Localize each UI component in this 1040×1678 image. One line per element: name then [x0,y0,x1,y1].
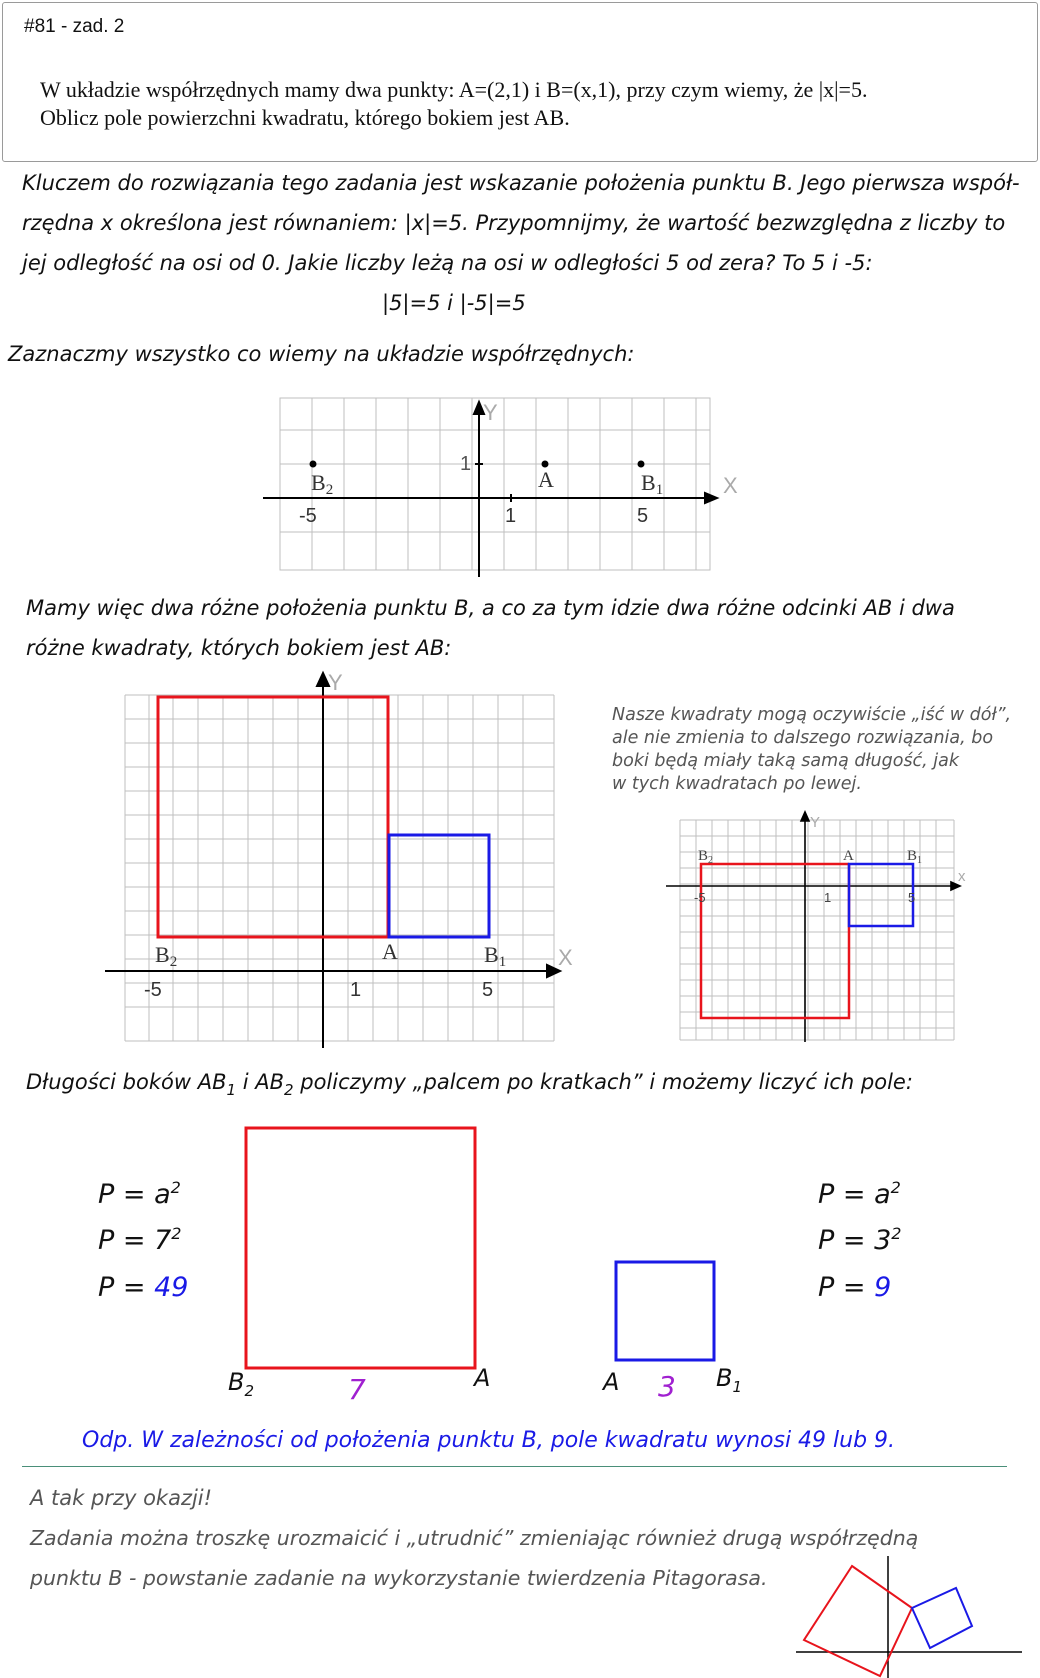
pythagoras-illustration [796,1556,1026,1678]
graph1-point-b2 [310,461,317,468]
coordinate-graph-1 [255,390,738,580]
squares-intro-line-1: Mamy więc dwa różne położenia punktu B, a co za tym idzie dwa różne odcinki AB i dwa [26,596,955,620]
graph3-label-b1: $B_1$ [907,848,923,866]
task-line-1: W układzie współrzędnych mamy dwa punkty: A=(2,1) i B=(x,1), przy czym wiemy, że |x|=5. [40,77,868,102]
graph3-label-b2: $B_2$ [698,848,714,866]
graph2-tick-1: 1 [350,979,362,1001]
small-square-figure [612,1258,722,1368]
formula-left-3: P = 49 [98,1272,189,1303]
side-note-line-4: w tych kwadratach po lewej. [612,774,862,794]
formula-left-1: $P = a^2$ [98,1178,181,1210]
task-line-2: Oblicz pole powierzchni kwadratu, którego bokiem jest AB. [40,105,570,130]
graph1-label-a: A [538,467,554,492]
squares-intro-line-2: różne kwadraty, których bokiem jest AB: [26,636,452,660]
graph2-y-label: Y [328,670,343,695]
graph1-tick-minus5: -5 [299,505,317,527]
formula-right-2: $P = 3^2$ [818,1224,902,1256]
graph1-tick-1y: 1 [460,453,472,475]
big-square-figure [240,1122,480,1372]
graph3-blue-square [849,864,916,926]
explanation-line-1: Kluczem do rozwiązania tego zadania jest wskazanie położenia punktu B. Jego pierwsza współ- [22,171,1020,195]
pythagoras-blue-square [912,1588,972,1648]
abs-value-equation: |5|=5 i |-5|=5 [382,291,526,315]
graph1-label-b1: B1 [641,470,664,498]
side-note-line-2: ale nie zmienia to dalszego rozwiązania, bo [612,728,994,748]
bonus-line-2: Zadania można troszkę urozmaicić i „utrudnić” zmieniając również drugą współrzędną [30,1526,919,1550]
pythagoras-red-square [804,1566,912,1676]
graph2-tick-minus5: -5 [144,979,162,1001]
graph3-label-a: A [843,848,854,864]
graph2-label-b2: B2 [155,942,178,970]
graph2-x-label: X [558,945,573,970]
graph3-axes [666,812,960,1042]
side-note-line-3: boki będą miały taką samą długość, jak [612,751,960,771]
small-square-label-b1: $B_1$ [716,1364,743,1396]
side-note-line-1: Nasze kwadraty mogą oczywiście „iść w dół”, [612,705,1012,725]
graph3-tick-1: 1 [824,890,832,905]
coordinate-graph-3 [660,810,980,1046]
graph1-tick-1x: 1 [505,505,517,527]
task-id: #81 - zad. 2 [24,16,125,37]
side-note [612,704,1032,796]
graph1-point-b1 [638,461,645,468]
formula-left-2: $P = 7^2$ [98,1224,182,1256]
answer: Odp. W zależności od położenia punktu B, pole kwadratu wynosi 49 lub 9. [82,1428,896,1453]
task-text [40,76,1000,132]
graph2-label-a: A [382,939,398,964]
explanation-line-2: rzędna x określona jest równaniem: |x|=5. Przypomnijmy, że wartość bezwzględna z liczby to [22,211,1006,235]
coordinate-graph-2 [100,668,580,1048]
graph3-red-square [701,864,849,1018]
formula-right-3: P = 9 [818,1272,892,1303]
area-result-9: 9 [874,1272,892,1303]
graph2-blue-square [389,835,489,937]
small-square-side-length: 3 [658,1370,676,1403]
graph2-tick-5: 5 [482,979,494,1001]
graph3-x-label: x [958,868,966,885]
small-blue-square [616,1262,714,1360]
graph3-tick-5: 5 [908,890,916,905]
big-red-square [246,1128,475,1368]
lengths-sentence: Długości boków $AB_1$ i $AB_2$ policzymy „palcem po kratkach” i możemy liczyć ich pole: [26,1070,913,1099]
formula-right-1: $P = a^2$ [818,1178,901,1210]
graph2-label-b1: B1 [484,942,507,970]
mark-intro: Zaznaczmy wszystko co wiemy na układzie współrzędnych: [8,342,635,366]
graph3-y-label: Y [810,814,821,831]
bonus-line-3: punktu B - powstanie zadanie na wykorzystanie twierdzenia Pitagorasa. [30,1566,768,1590]
section-divider [22,1466,1007,1467]
graph1-label-b2: B2 [311,470,334,498]
graph1-y-label: Y [483,400,498,425]
explanation-line-3: jej odległość na osi od 0. Jakie liczby leżą na osi w odległości 5 od zera? To 5 i -5: [22,251,873,275]
area-result-49: 49 [154,1272,189,1303]
graph3-tick-minus5: -5 [694,890,706,905]
big-square-label-b2: $B_2$ [228,1368,255,1400]
graph1-x-label: X [723,473,738,498]
big-square-label-a: A [474,1364,491,1392]
graph1-tick-5: 5 [637,505,649,527]
bonus-line-1: A tak przy okazji! [30,1486,213,1510]
big-square-side-length: 7 [348,1373,366,1406]
small-square-label-a: A [603,1368,620,1396]
